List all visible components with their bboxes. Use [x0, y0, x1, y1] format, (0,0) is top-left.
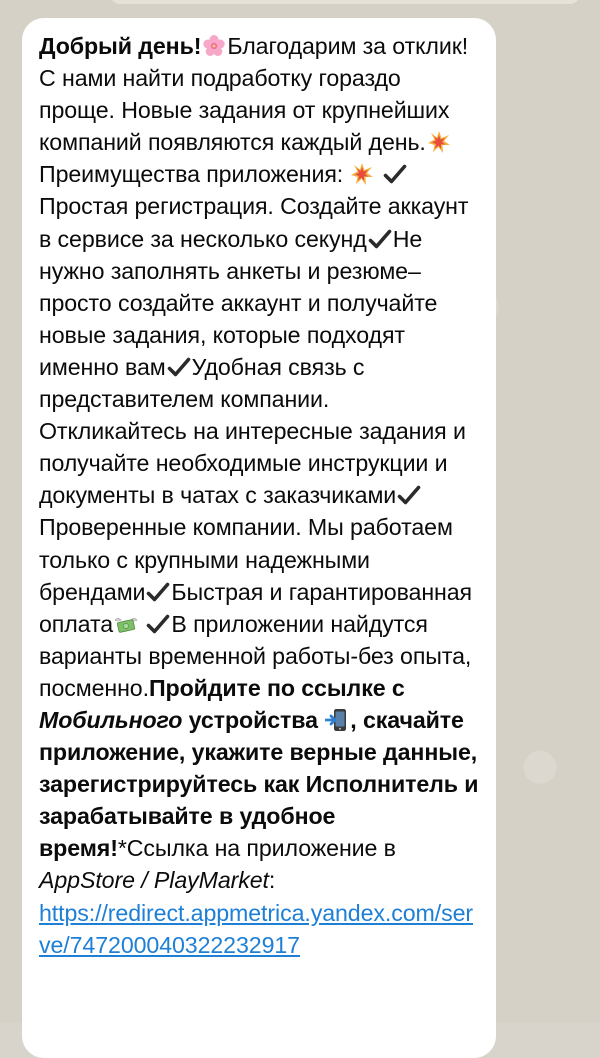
- note-stores: AppStore / PlayMarket: [39, 867, 269, 894]
- link-text-continued[interactable]: serve/747200040322232917: [39, 899, 473, 958]
- check-mark-icon: [368, 227, 392, 251]
- cta-rest: , скачайте приложение, укажите верные данные, зарегистрируйтесь как Исполнитель и зарабатывайте в удобное время!: [39, 706, 479, 862]
- cta-mobile: Мобильного: [39, 706, 183, 733]
- feature-payment: Быстрая и гарантированная оплата: [39, 578, 473, 637]
- link-text[interactable]: https://redirect.appmetrica.yandex.com/: [39, 899, 442, 926]
- note-colon: :: [268, 867, 276, 894]
- cta-start: Пройдите по ссылке с: [148, 674, 405, 701]
- feature-verified: Проверенные компании. Мы работаем только с крупными надежными брендами: [39, 514, 453, 605]
- feature-communication: Удобная связь с представителем компании. Откликайтесь на интересные задания и получайте необходимые инструкции и документы в чатах с заказчиками: [39, 353, 466, 509]
- collision-icon: [427, 130, 451, 154]
- cherry-blossom-icon: [202, 34, 226, 58]
- collision-icon: [350, 162, 374, 186]
- previous-message-edge: [110, 0, 580, 4]
- message-text: [39, 30, 482, 961]
- mobile-phone-arrow-icon: [325, 708, 349, 732]
- check-mark-icon: [146, 612, 170, 636]
- feature-temp-work: В приложении найдутся варианты временной работы-без опыта, посменно.: [39, 610, 472, 701]
- check-mark-icon: [167, 355, 191, 379]
- intro-text: Благодарим за отклик!С нами найти подработку гораздо проще. Новые задания от крупнейших компаний появляются каждый день.: [39, 33, 469, 156]
- message-bubble[interactable]: [22, 18, 496, 1058]
- check-mark-icon: [383, 162, 407, 186]
- note-start: *Ссылка на приложение в: [117, 835, 396, 862]
- feature-no-resume: Не нужно заполнять анкеты и резюме–просто создайте аккаунт и получайте новые задания, которые подходят именно вам: [39, 225, 438, 380]
- check-mark-icon: [397, 483, 421, 507]
- check-mark-icon: [146, 580, 170, 604]
- money-with-wings-icon: [114, 612, 138, 636]
- benefits-heading: Преимущества приложения:: [39, 161, 344, 188]
- feature-registration: Простая регистрация. Создайте аккаунт в сервисе за несколько секунд: [39, 193, 469, 252]
- app-download-link[interactable]: [39, 900, 473, 958]
- greeting: Добрый день!: [39, 33, 202, 59]
- cta-device: устройства: [188, 706, 318, 733]
